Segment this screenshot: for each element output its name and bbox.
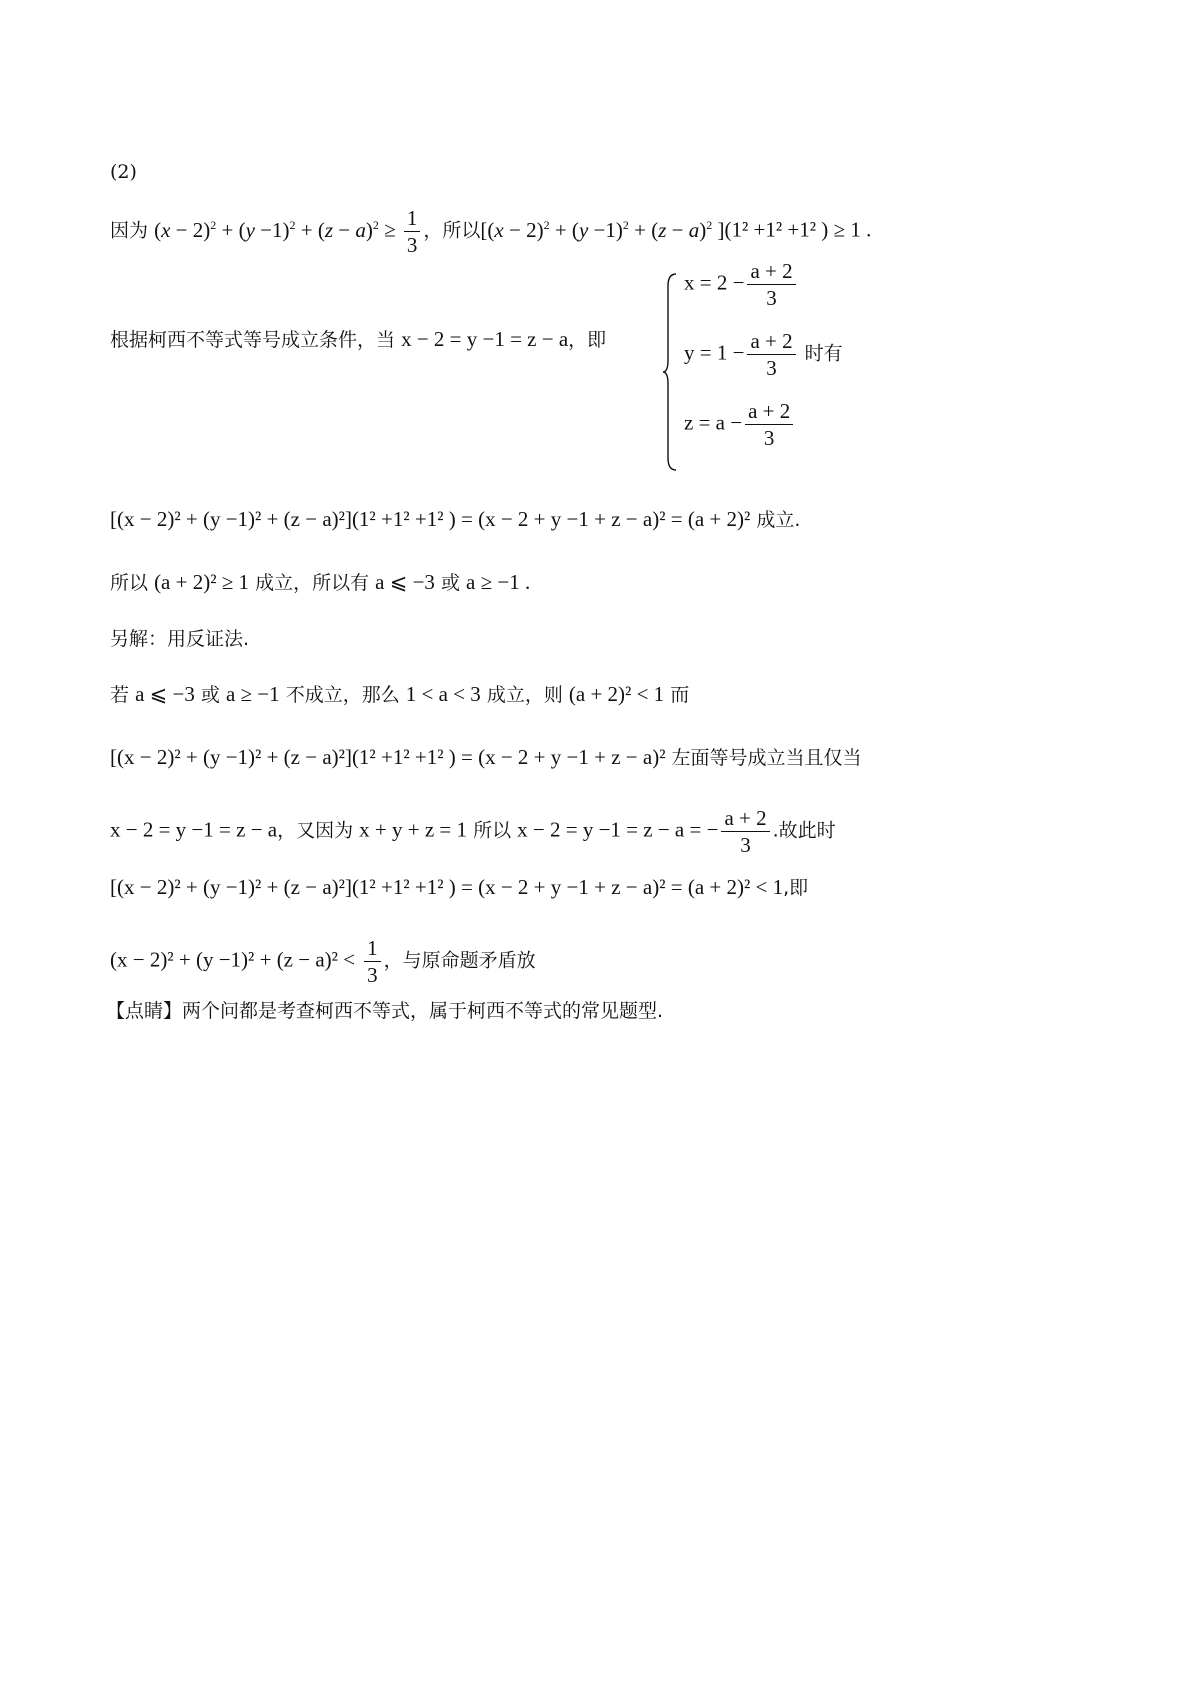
line-10: (x − 2)² + (y −1)² + (z − a)² < $\frac{1}{3}$ ，与原命题矛盾放 — [110, 936, 536, 987]
line-2: 根据柯西不等式等号成立条件，当 x − 2 = y −1 = z − a，即 — [110, 327, 607, 351]
line-5: 另解：用反证法. — [110, 628, 250, 650]
fraction-a-plus-2-over-3: $\frac{a + 2}{3}$ — [721, 805, 769, 858]
line-4: 所以 (a + 2)² ≥ 1 成立，所以有 a ⩽ −3 或 a ≥ −1 . — [110, 570, 531, 594]
system-row-x: x = 2 − $\frac{a + 2}{3}$ — [684, 258, 799, 311]
remark-note: 【点睛】两个问都是考查柯西不等式，属于柯西不等式的常见题型. — [106, 1000, 664, 1022]
system-row-y: y = 1 − $\frac{a + 2}{3}$ 时有 — [684, 329, 843, 380]
line-7: [(x − 2)² + (y −1)² + (z − a)²](1² +1² +1² ) = (x − 2 + y −1 + z − a)² 左面等号成立当且仅当 — [110, 745, 862, 769]
line-1: 因为 $(x - 2)^2 + (y -1)^2 + (z - a)^2$ ≥ $\frac{1}{3}$ ，所以[$(x - 2)^2 + (y -1)^2 + (z - a)^2$ ](1² +1² +1² ) ≥ 1 . — [110, 206, 872, 257]
expr-squares: $(x - 2)^2 + (y -1)^2 + (z - a)^2$ — [154, 217, 379, 242]
left-brace — [662, 272, 678, 472]
expr-bracket: [$(x - 2)^2 + (y -1)^2 + (z - a)^2$ ] — [480, 217, 725, 242]
part-label: (2) — [110, 161, 137, 183]
line-9: [(x − 2)² + (y −1)² + (z − a)²](1² +1² +1² ) = (x − 2 + y −1 + z − a)² = (a + 2)² < 1,即 — [110, 875, 809, 899]
equality-condition: x − 2 = y −1 = z − a — [401, 327, 569, 351]
fraction-one-third: $\frac{1}{3}$ — [404, 205, 421, 258]
line-6: 若 a ⩽ −3 或 a ≥ −1 不成立，那么 1 < a < 3 成立，则 (a + 2)² < 1 而 — [110, 682, 690, 706]
system-row-z: z = a − $\frac{a + 2}{3}$ — [684, 398, 796, 451]
line-8: x − 2 = y −1 = z − a，又因为 x + y + z = 1 所以 x − 2 = y −1 = z − a = − $\frac{a + 2}{3}$ .故此时 — [110, 806, 836, 857]
remark-label: 【点睛】 — [106, 1000, 183, 1022]
line-3: [(x − 2)² + (y −1)² + (z − a)²](1² +1² +1² ) = (x − 2 + y −1 + z − a)² = (a + 2)² 成立. — [110, 507, 801, 531]
